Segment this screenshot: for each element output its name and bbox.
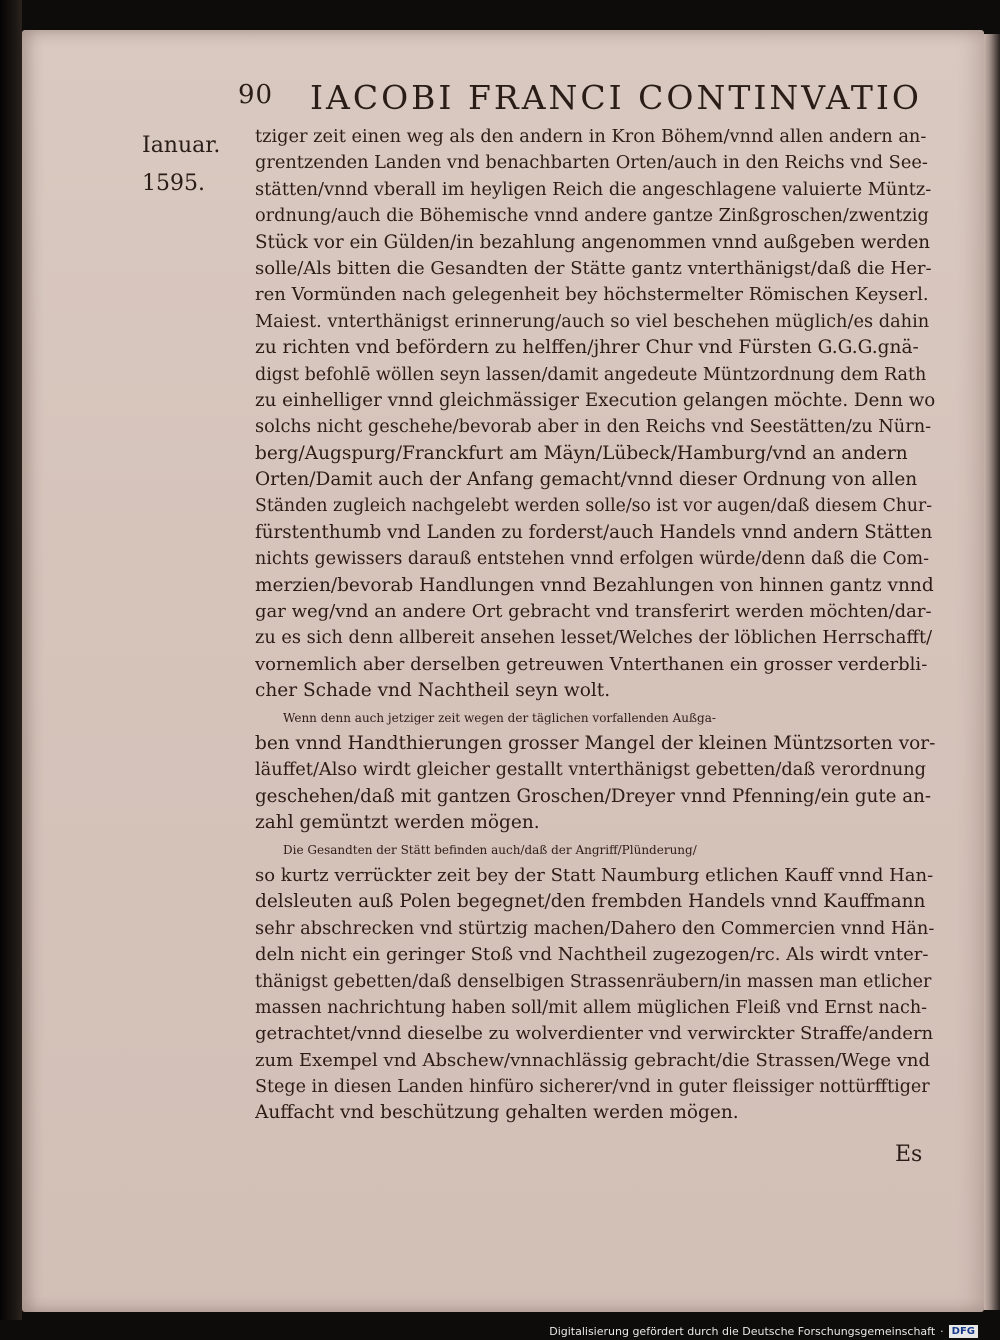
text-line: läuffet/Also wirdt gleicher gestallt vnterthänigst gebetten/daß verordnung [255,760,927,781]
text-line: merzien/bevorab Handlungen vnnd Bezahlungen von hinnen gantz vnnd [255,574,934,596]
text-line: getrachtet/vnnd dieselbe zu wolverdienter vnd verwirckter Straffe/andern [255,1023,934,1045]
dfg-logo: DFG [949,1325,978,1338]
text-line: Die Gesandten der Stätt befinden auch/daß der Angriff/Plünderung/ [283,842,697,857]
text-line: digst befohlē wöllen seyn lassen/damit angedeute Müntzordnung dem Rath [255,364,927,385]
text-line: Ständen zugleich nachgelebt werden solle/so ist vor augen/daß diesem Chur- [255,496,933,517]
margin-note-year: 1595. [142,171,205,196]
text-line: zu einhelliger vnnd gleichmässiger Execution gelangen möchte. Denn wo [255,389,935,411]
text-line: solchs nicht geschehe/bevorab aber in den Reichs vnd Seestätten/zu Nürn- [255,417,932,438]
catchword: Es [895,1142,923,1167]
text-line: Wenn denn auch jetziger zeit wegen der täglichen vorfallenden Außga- [283,710,716,725]
text-line: cher Schade vnd Nachtheil seyn wolt. [255,680,611,702]
text-line: zu es sich denn allbereit ansehen lesset/Welches der löblichen Herrschafft/ [255,628,933,649]
text-line: zum Exempel vnd Abschew/vnnachlässig gebracht/die Strassen/Wege vnd [255,1049,931,1071]
text-line: Orten/Damit auch der Anfang gemacht/vnnd dieser Ordnung von allen [255,469,918,491]
text-line: berg/Augspurg/Franckfurt am Mäyn/Lübeck/Hamburg/vnd an andern [255,442,908,464]
text-line: deln nicht ein geringer Stoß vnd Nachtheil zugezogen/rc. Als wirdt vnter- [255,944,929,966]
book-spine-shadow [0,0,22,1320]
text-line: Auffacht vnd beschützung gehalten werden mögen. [255,1102,739,1124]
text-line: fürstenthumb vnd Landen zu forderst/auch Handels vnnd andern Stätten [255,521,933,543]
text-line: stätten/vnnd vberall im heyligen Reich die angeschlagene valuierte Müntz- [255,179,932,200]
text-line: Stege in diesen Landen hinfüro sicherer/vnd in guter fleissiger nottürfftiger [255,1077,930,1098]
text-line: sehr abschrecken vnd stürtzig machen/Dahero den Commercien vnnd Hän- [255,918,935,939]
text-line: vornemlich aber derselben getreuwen Vnterthanen ein grosser verderbli- [255,653,928,675]
text-line: ren Vormünden nach gelegenheit bey höchstermelter Römischen Keyserl. [255,284,929,306]
text-line: massen nachrichtung haben soll/mit allem müglichen Fleiß vnd Ernst nach- [255,997,928,1018]
text-line: geschehen/daß mit gantzen Groschen/Dreyer vnnd Pfenning/ein gute an- [255,785,932,807]
text-line: gar weg/vnd an andere Ort gebracht vnd transferirt werden möchten/dar- [255,601,932,623]
page-number: 90 [238,80,274,110]
text-line: Maiest. vnterthänigst erinnerung/auch so viel beschehen müglich/es dahin [255,311,930,332]
digitization-footer: Digitalisierung gefördert durch die Deutsche Forschungsgemeinschaft · DFG [549,1325,978,1338]
margin-note-month: Ianuar. [142,133,221,158]
text-line: ben vnnd Handthierungen grosser Mangel der kleinen Müntzsorten vor- [255,732,935,754]
text-line: tziger zeit einen weg als den andern in Kron Böhem/vnnd allen andern an- [255,127,927,147]
text-line: zahl gemüntzt werden mögen. [255,812,540,834]
text-line: ordnung/auch die Böhemische vnnd andere gantze Zinßgroschen/zwentzig [255,206,929,227]
text-line: thänigst gebetten/daß denselbigen Strassenräubern/in massen man etlicher [255,971,932,992]
page-edge [984,34,1000,1310]
text-line: so kurtz verrückter zeit bey der Statt Naumburg etlichen Kauff vnnd Han- [255,864,934,886]
text-line: delsleuten auß Polen begegnet/den frembden Handels vnnd Kauffmann [255,891,926,913]
footer-text: Digitalisierung gefördert durch die Deutsche Forschungsgemeinschaft [549,1325,936,1338]
text-line: nichts gewissers darauß entstehen vnnd erfolgen würde/denn daß die Com- [255,549,930,570]
text-line: grentzenden Landen vnd benachbarten Orten/auch in den Reichs vnd See- [255,153,928,174]
text-line: solle/Als bitten die Gesandten der Stätte gantz vnterthänigst/daß die Her- [255,257,932,279]
body-text [255,124,935,1127]
text-line: Stück vor ein Gülden/in bezahlung angenommen vnnd außgeben werden [255,231,931,253]
running-title: IACOBI FRANCI CONTINVATIO [310,78,922,117]
text-line: zu richten vnd befördern zu helffen/jhrer Chur vnd Fürsten G.G.G.gnä- [255,337,919,359]
